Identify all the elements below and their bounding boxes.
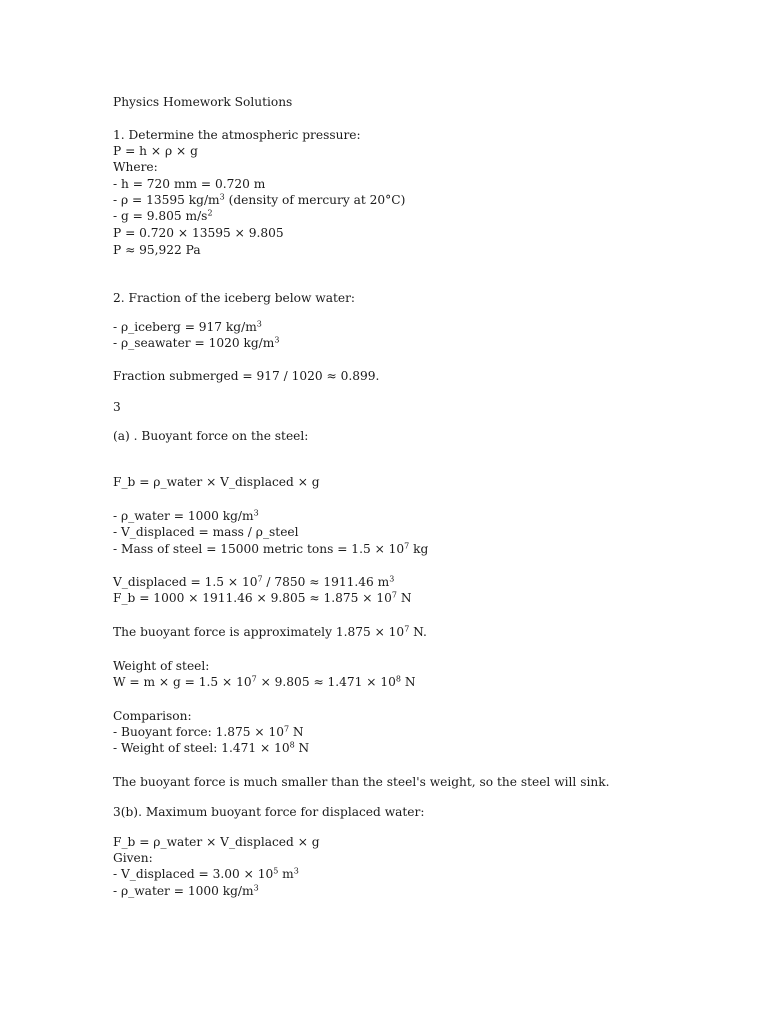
q3-number: 3	[113, 400, 121, 414]
q3a-approx: The buoyant force is approximately $1.875 \times 10^7$ N.	[113, 624, 427, 639]
q3a-water-density: - ρ_water = 1000 $kg/m^3$	[113, 508, 259, 523]
q3a-formula: F_b = ρ_water × V_displaced × g	[113, 475, 320, 489]
q2-iceberg-density: - ρ_iceberg = 917 $kg/m^3$	[113, 319, 262, 334]
q1-formula: P = h × ρ × g	[113, 144, 198, 158]
q1-h-line: - h = 720 mm = 0.720 m	[113, 177, 266, 191]
q1-rho-line: - ρ = 13595 $kg/m^3$ (density of mercury at 20°C)	[113, 192, 406, 207]
q3a-comparison: Comparison:	[113, 709, 192, 723]
q3a-weight-calc: $W = m \times g = 1.5 \times 10^7 \times 9.805 \approx 1.471 \times 10^8$ N	[113, 674, 416, 689]
q1-g-line: - g = 9.805 $m/s^2$	[113, 208, 213, 223]
q1-calc: P = 0.720 × 13595 × 9.805	[113, 226, 284, 240]
q3a-mass: - Mass of steel = 15000 metric tons = $1.5 \times 10^7$ kg	[113, 541, 429, 556]
q1-where: Where:	[113, 160, 158, 174]
q3b-formula: F_b = ρ_water × V_displaced × g	[113, 835, 320, 849]
q3a-conclusion: The buoyant force is much smaller than the steel's weight, so the steel will sink.	[113, 775, 610, 789]
q3a-heading: (a) . Buoyant force on the steel:	[113, 429, 309, 443]
q1-heading: 1. Determine the atmospheric pressure:	[113, 128, 361, 142]
q3b-water-density: - ρ_water = 1000 $kg/m^3$	[113, 883, 259, 898]
q3a-cmp-buoyant: - Buoyant force: $1.875 \times 10^7$ N	[113, 724, 304, 739]
q3b-heading: 3(b). Maximum buoyant force for displaced water:	[113, 805, 425, 819]
q1-result: P ≈ 95,922 Pa	[113, 243, 201, 257]
q2-seawater-density: - ρ_seawater = 1020 $kg/m^3$	[113, 335, 280, 350]
q2-heading: 2. Fraction of the iceberg below water:	[113, 291, 356, 305]
q3a-vdisplaced-def: - V_displaced = mass / ρ_steel	[113, 525, 299, 539]
q3a-fb-calc: F_b = $1000 \times 1911.46 \times 9.805 \approx 1.875 \times 10^7$ N	[113, 590, 412, 605]
q3a-cmp-weight: - Weight of steel: $1.471 \times 10^8$ N	[113, 740, 310, 755]
q2-fraction: Fraction submerged = 917 / 1020 ≈ 0.899.	[113, 369, 380, 383]
q3a-vdisplaced-calc: V_displaced = $1.5 \times 10^7 / 7850 \approx 1911.46$ $m^3$	[113, 574, 395, 589]
q3a-weight-heading: Weight of steel:	[113, 659, 210, 673]
q3b-vdisplaced: - V_displaced = $3.00 \times 10^5$ $m^3$	[113, 866, 299, 881]
q3b-given: Given:	[113, 851, 153, 865]
document-title: Physics Homework Solutions	[113, 95, 293, 109]
